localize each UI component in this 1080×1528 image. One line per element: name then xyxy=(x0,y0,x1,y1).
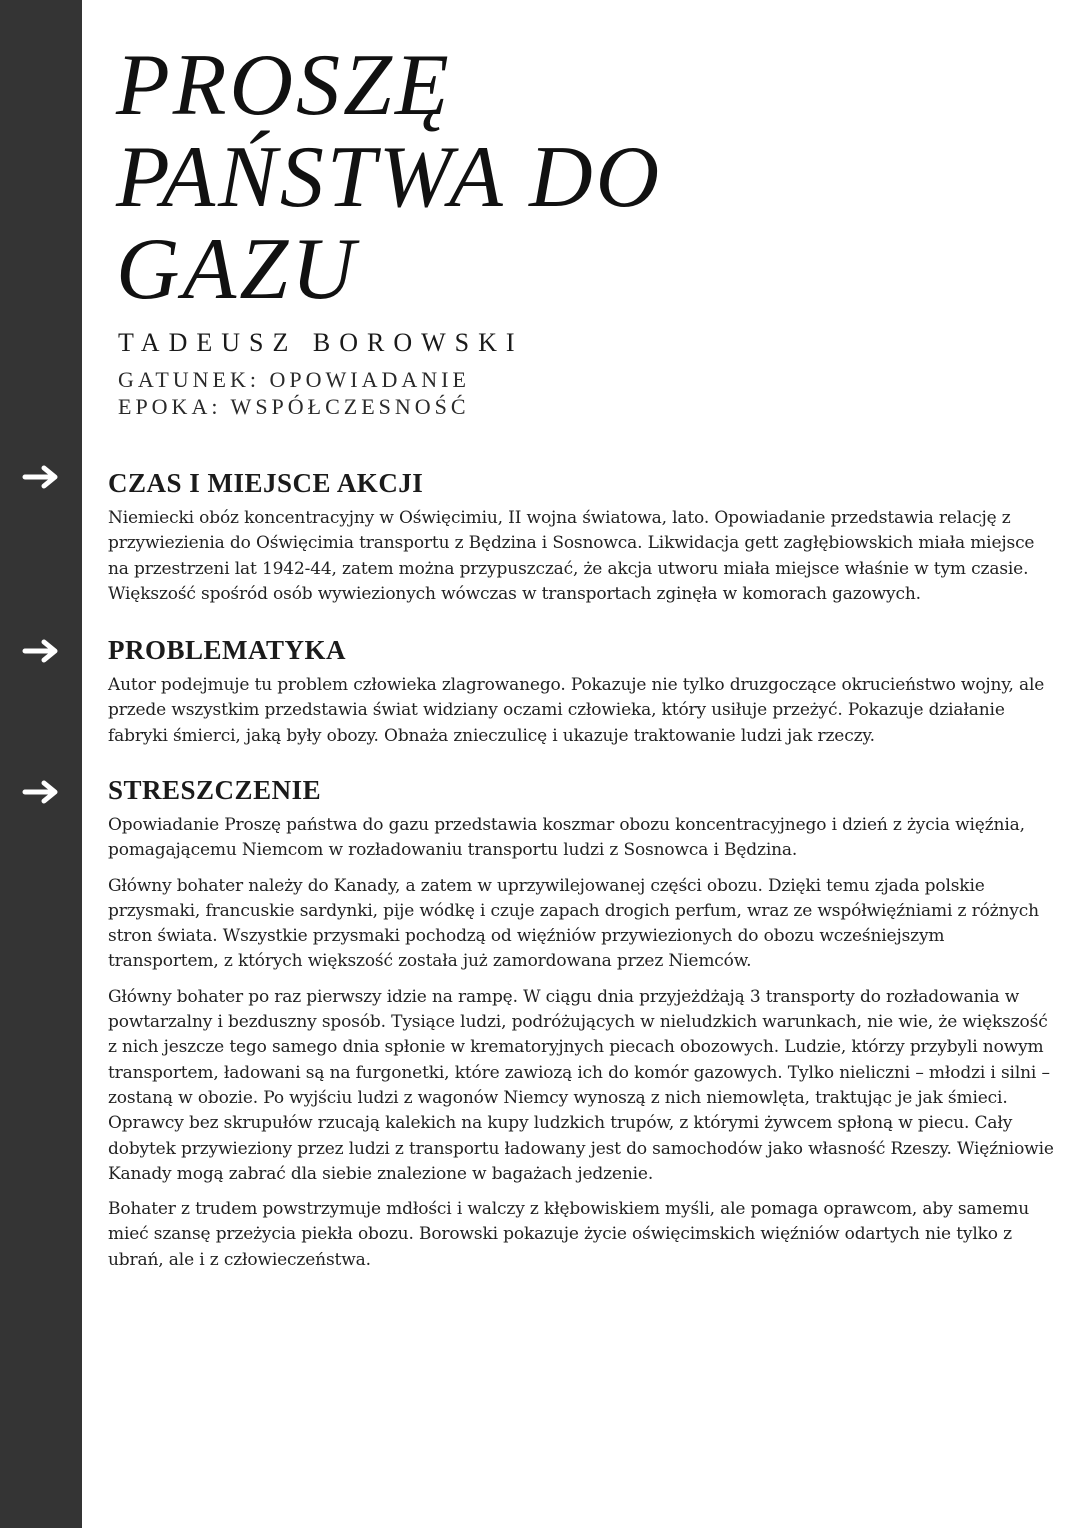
page-title xyxy=(116,37,916,318)
section-paragraph: Opowiadanie Proszę państwa do gazu przedstawia koszmar obozu koncentracyjnego i dzień z życia więźnia, pomagającemu Niemcom w rozładowaniu transportu ludzi z Sosnowca i Będzina. xyxy=(108,815,1025,861)
author-name: TADEUSZ BOROWSKI xyxy=(118,328,524,357)
section-paragraph: Główny bohater należy do Kanady, a zatem w uprzywilejowanej części obozu. Dzięki temu zjada polskie przysmaki, francuskie sardynki, pije wódkę i czuje zapach drogich perfum, wraz ze współwięźniami z różnych stron świata. Wszystkie przysmaki pochodzą od więźniów przywiezionych do obozu wcześniejszym transportem, z których większość została już zamordowana przez Niemców. xyxy=(108,875,1039,972)
arrow-right-icon xyxy=(22,779,62,805)
section-paragraph: Główny bohater po raz pierwszy idzie na rampę. W ciągu dnia przyjeżdżają 3 transporty do rozładowania w powtarzalny i bezduszny sposób. Tysiące ludzi, podróżujących w nieludzkich warunkach, nie wie, że większość z nich jeszcze tego samego dnia spłonie w krematoryjnych piecach obozowych. Ludzie, którzy przybyli nowym transportem, ładowani są na furgonetki, które zawiozą ich do komór gazowych. Tylko nieliczni – młodzi i silni – zostaną w obozie. Po wyjściu ludzi z wagonów Niemcy wynoszą z nich niemowlęta, traktując je jak śmieci. Oprawcy bez skrupułów rzucają kalekich na kupy ludzkich trupów, z którymi żywcem spłoną w piecu. Cały dobytek przywieziony przez ludzi z transportu ładowany jest do samochodów jako własność Rzeszy. Więźniowie Kanady mogą zabrać dla siebie znalezione w bagażach jedzenie. xyxy=(108,986,1054,1184)
sidebar-bar xyxy=(0,0,82,1528)
arrow-right-icon xyxy=(22,638,62,664)
title-line: PROSZĘ xyxy=(116,37,452,134)
meta-info xyxy=(118,366,470,420)
section-time-place xyxy=(108,466,1056,617)
arrow-right-icon xyxy=(22,464,62,490)
section-heading: CZAS I MIEJSCE AKCJI xyxy=(108,468,424,498)
section-summary xyxy=(108,773,1056,1283)
section-heading: STRESZCZENIE xyxy=(108,775,322,805)
section-paragraph: Niemiecki obóz koncentracyjny w Oświęcimiu, II wojna światowa, lato. Opowiadanie przedstawia relację z przywiezienia do Oświęcimia transportu z Będzina i Sosnowca. Likwidacja gett zagłębiowskich miała miejsce na przestrzeni lat 1942-44, zatem można przypuszczać, że akcja utworu miała miejsce właśnie w tym czasie. Większość spośród osób wywiezionych wówczas w transportach zginęła w komorach gazowych. xyxy=(108,508,1035,604)
title-line: PAŃSTWA DO xyxy=(116,129,663,226)
section-heading: PROBLEMATYKA xyxy=(108,635,347,665)
section-problems xyxy=(108,633,1056,759)
epoch-label: EPOKA: WSPÓŁCZESNOŚĆ xyxy=(118,394,470,419)
section-paragraph: Autor podejmuje tu problem człowieka zlagrowanego. Pokazuje nie tylko druzgoczące okrucieństwo wojny, ale przede wszystkim przedstawia świat widziany oczami człowieka, który usiłuje przeżyć. Pokazuje działanie fabryki śmierci, jaką były obozy. Obnaża znieczulicę i ukazuje traktowanie ludzi jak rzeczy. xyxy=(108,675,1045,746)
title-line: GAZU xyxy=(116,221,358,318)
genre-label: GATUNEK: OPOWIADANIE xyxy=(118,367,470,392)
section-paragraph: Bohater z trudem powstrzymuje mdłości i walczy z kłębowiskiem myśli, ale pomaga oprawcom, aby samemu mieć szansę przeżycia piekła obozu. Borowski pokazuje życie oświęcimskich więźniów odartych nie tylko z ubrań, ale i z człowieczeństwa. xyxy=(108,1199,1030,1270)
